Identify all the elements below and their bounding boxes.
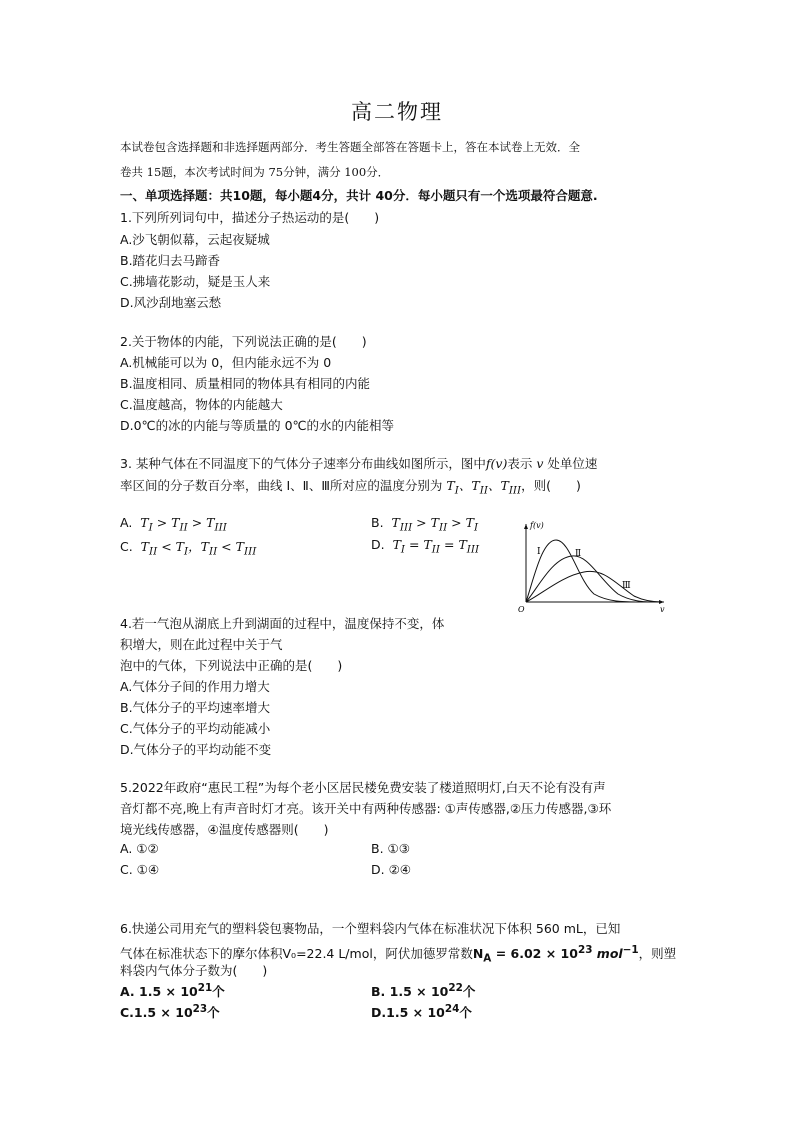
q6-option-c: $C.1.5 \times 10^{23}$个 [120,1003,220,1021]
q3-option-b-label: B. [371,515,384,530]
x-axis-label: v [660,605,665,614]
q5-option-d: D. ②④ [371,862,411,877]
q3-option-c-label: C. [120,539,133,554]
q3-stem-text-3: 处单位速 [547,456,598,471]
q3-stem-line1 [120,454,597,474]
q3-option-b [371,515,478,534]
section-heading: 一、单项选择题：共10题，每小题4分，共计 40分．每小题只有一个选项最符合题意. [120,188,598,203]
q3-option-a [120,515,227,534]
q3-option-b-math: $T_{III} > T_{II} > T_I$ [391,515,479,534]
curve-2-label: Ⅱ [575,549,582,559]
q3-option-c [120,537,256,558]
q5-option-b: B. ①③ [371,841,410,856]
q6-option-b: B. $1.5 \times 10^{22}$个 [371,982,476,1000]
q3-stem-fv: f(v) [485,456,508,471]
q3-stem-text-2: 表示 [507,456,533,471]
q2-option-c: C.温度越高，物体的内能越大 [120,397,283,412]
q2-option-d: D.0℃的冰的内能与等质量的 0℃的水的内能相等 [120,418,395,433]
q4-stem-line2: 积增大，则在此过程中关于气 [120,637,283,652]
q3-option-a-label: A. [120,515,133,530]
q1-option-b: B.踏花归去马蹄香 [120,253,221,268]
q5-option-a: A. ①② [120,841,159,856]
q3-stem-temps: $T_I$、$T_{II}$、$T_{III}$ [446,478,522,497]
page-title: 高二物理 [351,100,443,124]
q3-option-c-math: $T_{II} < T_I$，$T_{II} < T_{III}$ [140,539,257,558]
q1-option-a: A.沙飞朝似幕，云起夜疑城 [120,232,270,247]
intro-line-1: 本试卷包含选择题和非选择题两部分．考生答题全部答在答题卡上，答在本试卷上无效．全 [120,140,580,154]
q3-option-d-math: $T_I = T_{II} = T_{III}$ [392,537,480,556]
curve-1 [526,540,640,602]
q4-stem-line3: 泡中的气体，下列说法中正确的是( ) [120,658,343,673]
origin-label: O [518,605,525,614]
q6-option-a: A. $1.5 \times 10^{21}$个 [120,982,225,1000]
q5-stem-line2: 音灯都不亮,晚上有声音时灯才亮。该开关中有两种传感器: ①声传感器,②压力传感器,③环 [120,801,612,816]
q5-stem-line3: 境光线传感器，④温度传感器则( ) [120,822,329,837]
q4-option-b: B.气体分子的平均速率增大 [120,700,271,715]
q3-stem-text-1: 3. 某种气体在不同温度下的气体分子速率分布曲线如图所示，图中 [120,456,486,471]
q6-avogadro: $N_A = 6.02 \times 10^{23}$ mol$^{-1}$ [472,944,639,965]
q6-option-d: $D.1.5 \times 10^{24}$个 [371,1003,472,1021]
q1-stem: 1.下列所列词句中，描述分子热运动的是( ) [120,210,380,225]
q2-option-a: A.机械能可以为 0，但内能永远不为 0 [120,355,332,370]
q3-stem-text-5: ，则( ) [521,478,581,493]
q3-option-a-math: $T_I > T_{II} > T_{III}$ [140,515,227,534]
curve-1-label: I [537,547,541,557]
q2-option-b: B.温度相同、质量相同的物体具有相同的内能 [120,376,371,391]
q2-stem: 2.关于物体的内能，下列说法正确的是( ) [120,334,367,349]
q4-option-a: A.气体分子间的作用力增大 [120,679,270,694]
q4-stem-line1: 4.若一气泡从湖底上升到湖面的过程中，温度保持不变，体 [120,616,445,631]
q3-option-d-label: D. [371,537,385,552]
y-axis-label: f(v) [530,521,544,530]
curve-3-label: Ⅲ [622,581,631,591]
q1-option-c: C.拂墙花影动，疑是玉人来 [120,274,271,289]
q3-option-d [371,537,479,556]
curve-3 [526,571,662,602]
q3-stem-line2 [120,476,581,501]
q6-stem-line1: 6.快递公司用充气的塑料袋包裹物品，一个塑料袋内气体在标准状况下体积 560 mL，已知 [120,921,621,936]
q1-option-d: D.风沙刮地塞云愁 [120,295,222,310]
q5-stem-line1: 5.2022年政府“惠民工程”为每个老小区居民楼免费安装了楼道照明灯,白天不论有没有声 [120,780,606,795]
q3-distribution-figure [512,518,672,616]
intro-line-2: 卷共 15题，本次考试时间为 75分钟，满分 100分． [120,165,390,179]
q5-option-c: C. ①④ [120,862,160,877]
q6-stem-line3: 料袋内气体分子数为( ) [120,963,268,978]
q3-stem-v: v [536,456,544,471]
q4-option-c: C.气体分子的平均动能减小 [120,721,271,736]
y-axis-arrow [524,524,528,529]
q4-option-d: D.气体分子的平均动能不变 [120,742,272,757]
q6-stem-text-2: ，则塑 [638,946,677,962]
q6-stem-text-1: 气体在标准状态下的摩尔体积V₀=22.4 L/mol，阿伏加德罗常数 [120,946,473,962]
q3-stem-text-4: 率区间的分子数百分率，曲线 I、Ⅱ、Ⅲ所对应的温度分别为 [120,478,443,493]
